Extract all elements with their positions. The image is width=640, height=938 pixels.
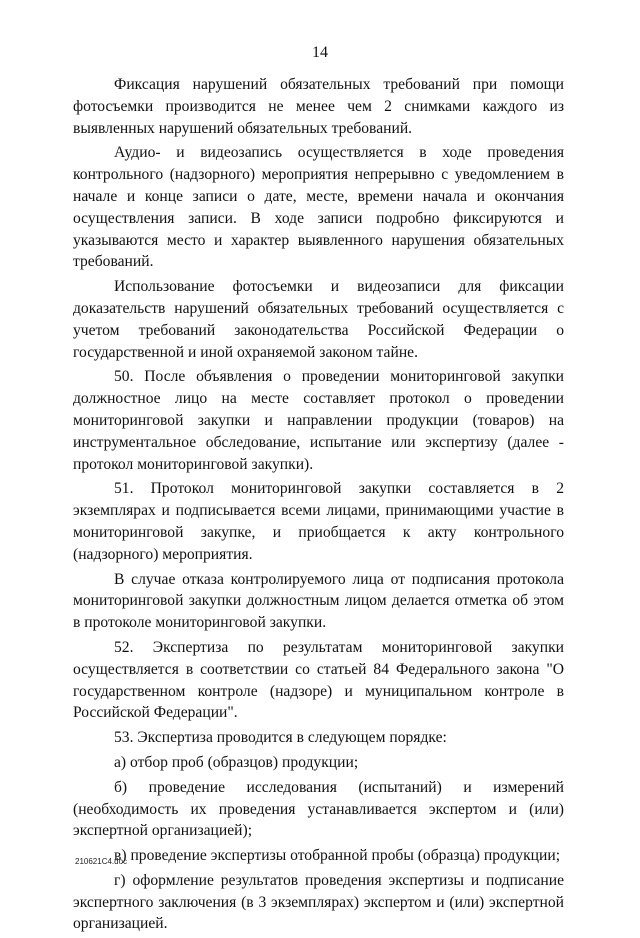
paragraph: Использование фотосъемки и видеозаписи для фиксации доказательств нарушений обязательных требований осуществляется с учетом требований законодательства Российской Федерации о государственной и иной охраняемой законом тайне. — [73, 278, 564, 361]
paragraph: В случае отказа контролируемого лица от подписания протокола мониторинговой закупки должностным лицом делается отметка об этом в протоколе мониторинговой закупки. — [73, 570, 564, 632]
list-item-a: а) отбор проб (образцов) продукции; — [114, 753, 359, 771]
list-item-b: б) проведение исследования (испытаний) и измерений (необходимость их проведения устанавливается экспертом и (или) экспертной организацией); — [73, 778, 564, 840]
document-body — [73, 74, 564, 938]
page-number: 14 — [312, 44, 328, 61]
footer-filename: 210621C4.doc — [75, 857, 128, 866]
paragraph: Фиксация нарушений обязательных требований при помощи фотосъемки производится не менее чем 2 снимками каждого из выявленных нарушений обязательных требований. — [73, 76, 564, 137]
paragraph-item-50: 50. После объявления о проведении мониторинговой закупки должностное лицо на месте составляет протокол о проведении мониторинговой закупки и направлении продукции (товаров) на инструментальное обследование, испытание или экспертизу (далее - протокол мониторинговой закупки). — [73, 368, 564, 473]
paragraph-item-51: 51. Протокол мониторинговой закупки составляется в 2 экземплярах и подписывается всеми лицами, принимающими участие в мониторинговой закупке, и приобщается к акту контрольного (надзорного) мероприятия. — [73, 480, 564, 563]
paragraph-item-53: 53. Экспертиза проводится в следующем порядке: — [114, 729, 447, 747]
paragraph-item-52: 52. Экспертиза по результатам мониторинговой закупки осуществляется в соответствии со статьей 84 Федерального закона "О государственном контроле (надзоре) и муниципальном контроле в Российской Федерации". — [73, 638, 564, 722]
list-item-v: в) проведение экспертизы отобранной пробы (образца) продукции; — [114, 847, 561, 865]
paragraph: Аудио- и видеозапись осуществляется в ходе проведения контрольного (надзорного) мероприятия непрерывно с уведомлением в начале и конце записи о дате, месте, времени начала и окончания осуществления записи. В ходе записи подробно фиксируются и указываются место и характер выявленного нарушения обязательных требований. — [73, 144, 564, 271]
list-item-g: г) оформление результатов проведения экспертизы и подписание экспертного заключения (в 3 экземплярах) экспертом и (или) экспертной организацией. — [73, 871, 564, 933]
